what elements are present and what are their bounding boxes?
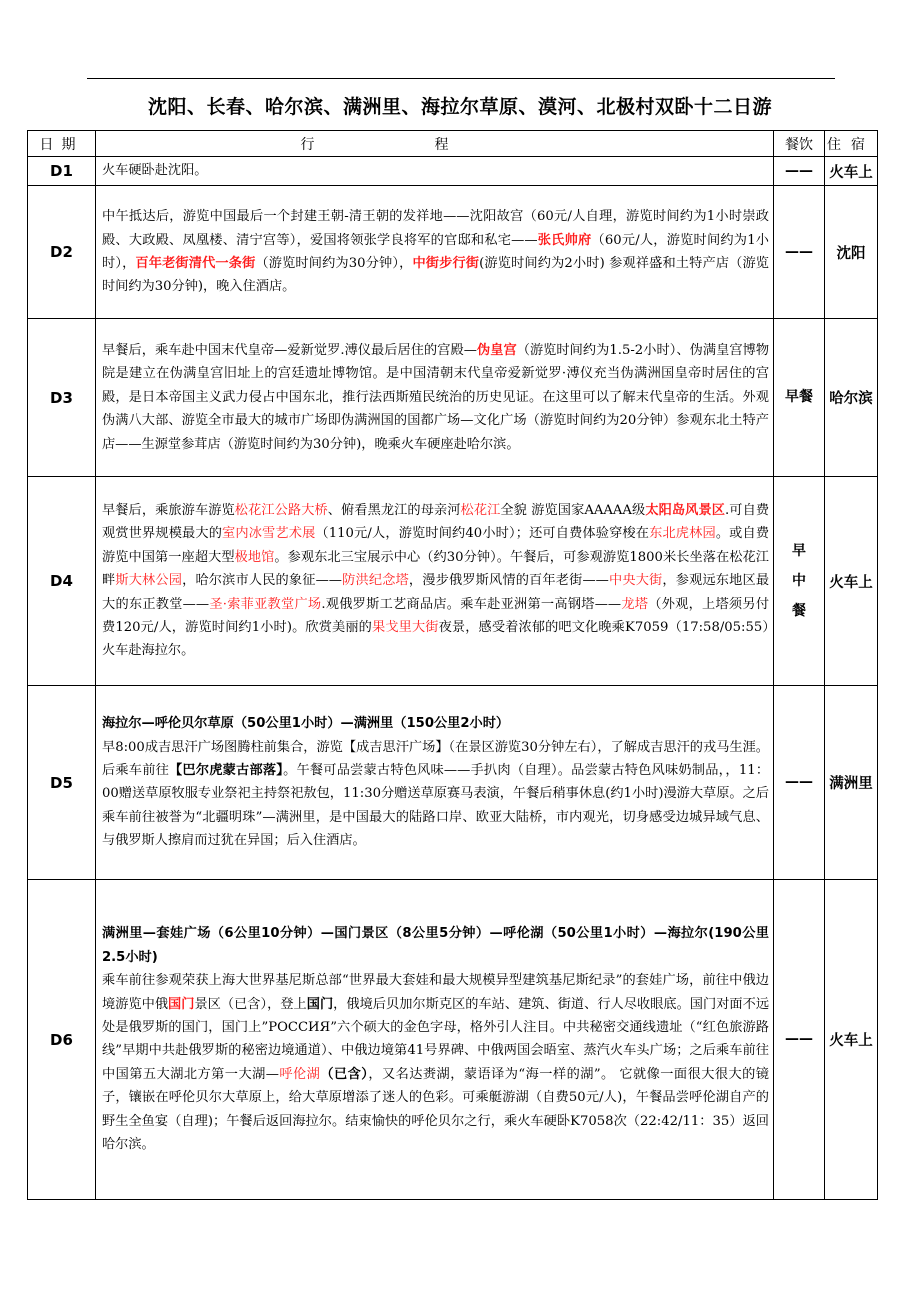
itinerary-text: 。午餐可品尝蒙古特色风味——手扒肉（自理）。品尝蒙古特色风味奶制品，，11：00赠送草原牧服专业祭祀主持祭祀敖包，11:30分赠送草原赛马表演，午餐后稍事休息(约1小时)漫游大草原。之后乘车前往被誉为“北疆明珠”—满洲里，是中国最大的陆路口岸、欧亚大陆桥，市内观光，切身感受边城异域气息、与俄罗斯人擦肩而过犹在异国；后入住酒店。: [102, 763, 770, 849]
stay-cell: 火车上: [825, 157, 878, 186]
itinerary-cell: [96, 157, 774, 186]
highlighted-text: 海拉尔—呼伦贝尔草原（50公里1小时）—满洲里（150公里2小时）: [102, 716, 510, 732]
day-cell: D2: [28, 186, 96, 319]
highlighted-text: （已含）: [320, 1066, 369, 1082]
itinerary-text: （游览时间约为1.5-2小时）、伪满皇宫博物院是建立在伪满皇宫旧址上的宫廷遗址博物馆。是中国清朝末代皇帝爱新觉罗·溥仪充当伪满洲国皇帝时居住的宫殿，是日本帝国主义武力侵占中国东北，推行法西斯殖民统治的历史见证。在这里可以了解末代皇帝的生活。外观伪满八大部、游览全市最大的城市广场即伪满洲国的国都广场—文化广场（游览时间约为20分钟）参观东北土特产店——生源堂参茸店（游览时间约为30分钟)，晚乘火车硬座赴哈尔滨。: [102, 342, 770, 452]
highlighted-text: 室内冰雪艺术展: [222, 526, 316, 542]
itinerary-text: 。参观东北三宝展示中心（约30分钟）。午餐后，可参观游览1800米长坐落在松花江畔: [102, 549, 769, 589]
itinerary-text: （110元/人，游览时间约40小时）；还可自费体验穿梭在: [315, 526, 650, 542]
day-cell: D5: [28, 686, 96, 880]
highlighted-text: 防洪纪念塔: [341, 573, 409, 589]
table-row: [28, 477, 878, 686]
meal-cell: ——: [774, 686, 825, 880]
itinerary-text: (游览时间约为2小时) 参观祥盛和土特产店（游览时间约为30分钟)，晚入住酒店。: [102, 255, 769, 295]
itinerary-text: （外观，上塔须另付费120元/人，游览时间约1小时)。欣赏美丽的: [102, 596, 770, 636]
itinerary-text: ，又名达赉湖，蒙语译为“海一样的湖”。 它就像一面很大很大的镜子，镶嵌在呼伦贝尔大草原上，给大草原增添了迷人的色彩。可乘艇游湖（自费50元/人)，午餐品尝呼伦湖自产的野生全鱼宴（自理)；午餐后返回海拉尔。结束愉快的呼伦贝尔之行，乘火车硬卧K7058次（22:42/11：35）返回哈尔滨。: [102, 1066, 769, 1153]
itinerary-text: 早餐后，乘旅游车游览: [102, 502, 235, 518]
highlighted-text: 松花江公路大桥: [234, 502, 328, 518]
table-row: [28, 880, 878, 1200]
meal-text: 早中餐: [791, 543, 806, 620]
highlighted-text: 国门: [306, 996, 334, 1012]
day-cell: D3: [28, 319, 96, 477]
header-meal: 餐饮: [774, 131, 825, 157]
day-cell: D4: [28, 477, 96, 686]
header-rule: [87, 78, 835, 79]
highlighted-text: 满洲里—套娃广场（6公里10分钟）—国门景区（8公里5分钟）—呼伦湖（50公里1小时）—海拉尔(190公里2.5小时): [102, 926, 769, 965]
stay-cell: 火车上: [825, 880, 878, 1200]
table-row: [28, 157, 878, 186]
page-title: 沈阳、长春、哈尔滨、满洲里、海拉尔草原、漠河、北极村双卧十二日游: [147, 96, 772, 118]
itinerary-text: ，漫步俄罗斯风情的百年老街——: [408, 573, 609, 589]
stay-cell: 火车上: [825, 477, 878, 686]
itinerary-table: [27, 130, 878, 1200]
itinerary-cell: [96, 686, 774, 880]
itinerary-text: 早餐后，乘车赴中国末代皇帝—爱新觉罗.溥仪最后居住的宫殿—: [102, 342, 477, 358]
meal-cell: ——: [774, 157, 825, 186]
meal-cell: 早餐: [774, 319, 825, 477]
itinerary-text: ，参观远东地区最大的东正教堂——: [102, 573, 770, 612]
itinerary-text: 。或自费游览中国第一座超大型: [102, 526, 770, 565]
itinerary-text: 乘车前往参观荣获上海大世界基尼斯总部“世界最大套娃和最大规模异型建筑基尼斯纪录”的套娃广场，前往中俄边境游览中俄: [102, 973, 769, 1012]
highlighted-text: 太阳岛风景区: [645, 502, 726, 518]
itinerary-text: 夜景，感受着浓郁的吧文化晚乘K7059（17:58/05:55）火车赴海拉尔。: [102, 620, 769, 659]
itinerary-cell: [96, 319, 774, 477]
highlighted-text: 国门: [168, 996, 195, 1012]
highlighted-text: 斯大林公园: [115, 573, 183, 589]
itinerary-cell: [96, 186, 774, 319]
highlighted-text: 中央大街: [608, 573, 663, 589]
day-cell: D1: [28, 157, 96, 186]
stay-cell: 满洲里: [825, 686, 878, 880]
highlighted-text: 圣·索菲亚教堂广场: [209, 596, 322, 612]
meal-cell: ——: [774, 880, 825, 1200]
highlighted-text: 呼伦湖: [278, 1066, 321, 1082]
table-row: [28, 686, 878, 880]
meal-cell: [774, 477, 825, 686]
header-date: 日期: [28, 131, 96, 157]
day-cell: D6: [28, 880, 96, 1200]
table-row: [28, 319, 878, 477]
itinerary-text: 景区（已含），登上: [194, 996, 307, 1012]
itinerary-text: （游览时间约为30分钟），: [255, 255, 413, 271]
highlighted-text: 果戈里大街: [372, 620, 439, 636]
highlighted-text: 中街步行街: [412, 255, 480, 271]
stay-cell: 沈阳: [825, 186, 878, 319]
highlighted-text: 百年老街清代一条街: [135, 255, 256, 271]
itinerary-text: ，俄境后贝加尔斯克区的车站、建筑、街道、行人尽收眼底。国门对面不远处是俄罗斯的国门，国门上”РОССИЯ”六个硕大的金色字母，格外引人注目。中共秘密交通线遗址（“红色旅游路线”早期中共赴俄罗斯的秘密边境通道）、中俄边境第41号界碑、中俄两国会晤室、蒸汽火车头广场；之后乘车前往中国第五大湖北方第一大湖—: [102, 996, 770, 1082]
header-itinerary: 行程: [96, 131, 774, 157]
itinerary-cell: [96, 880, 774, 1200]
itinerary-text: 全貌 游览国家AAAAA级: [500, 502, 646, 518]
stay-cell: 哈尔滨: [825, 319, 878, 477]
meal-cell: ——: [774, 186, 825, 319]
highlighted-text: 松花江: [460, 502, 501, 518]
itinerary-text: 火车硬卧赴沈阳。: [102, 163, 208, 178]
header-stay: 住宿: [825, 131, 878, 157]
itinerary-text: 早8:00成吉思汗广场图腾柱前集合，游览【成吉思汗广场】（在景区游览30分钟左右），了解成吉思汗的戎马生涯。后乘车前往: [102, 739, 769, 778]
itinerary-text: 、俯看黑龙江的母亲河: [327, 502, 461, 518]
highlighted-text: 龙塔: [621, 596, 649, 612]
table-row: [28, 186, 878, 319]
highlighted-text: 伪皇宫: [476, 342, 517, 358]
itinerary-text: （60元/人，游览时间约为1小时），: [102, 232, 769, 271]
itinerary-text: .可自费观赏世界规模最大的: [102, 502, 770, 542]
highlighted-text: 张氏帅府: [537, 232, 592, 248]
itinerary-text: ，哈尔滨市人民的象征——: [182, 573, 342, 589]
highlighted-text: 【巴尔虎蒙古部落】: [169, 763, 284, 778]
itinerary-text: .观俄罗斯工艺商品店。乘车赴亚洲第一高钢塔——: [321, 596, 622, 612]
highlighted-text: 东北虎林园: [649, 526, 716, 542]
itinerary-text: 中午抵达后，游览中国最后一个封建王朝-清王朝的发祥地——沈阳故宫（60元/人自理，游览时间约为1小时崇政殿、大政殿、凤凰楼、清宁宫等），爱国将领张学良将军的官邸和私宅——: [102, 209, 769, 248]
highlighted-text: 极地馆: [234, 549, 275, 565]
itinerary-cell: [96, 477, 774, 686]
table-header-row: [28, 131, 878, 157]
